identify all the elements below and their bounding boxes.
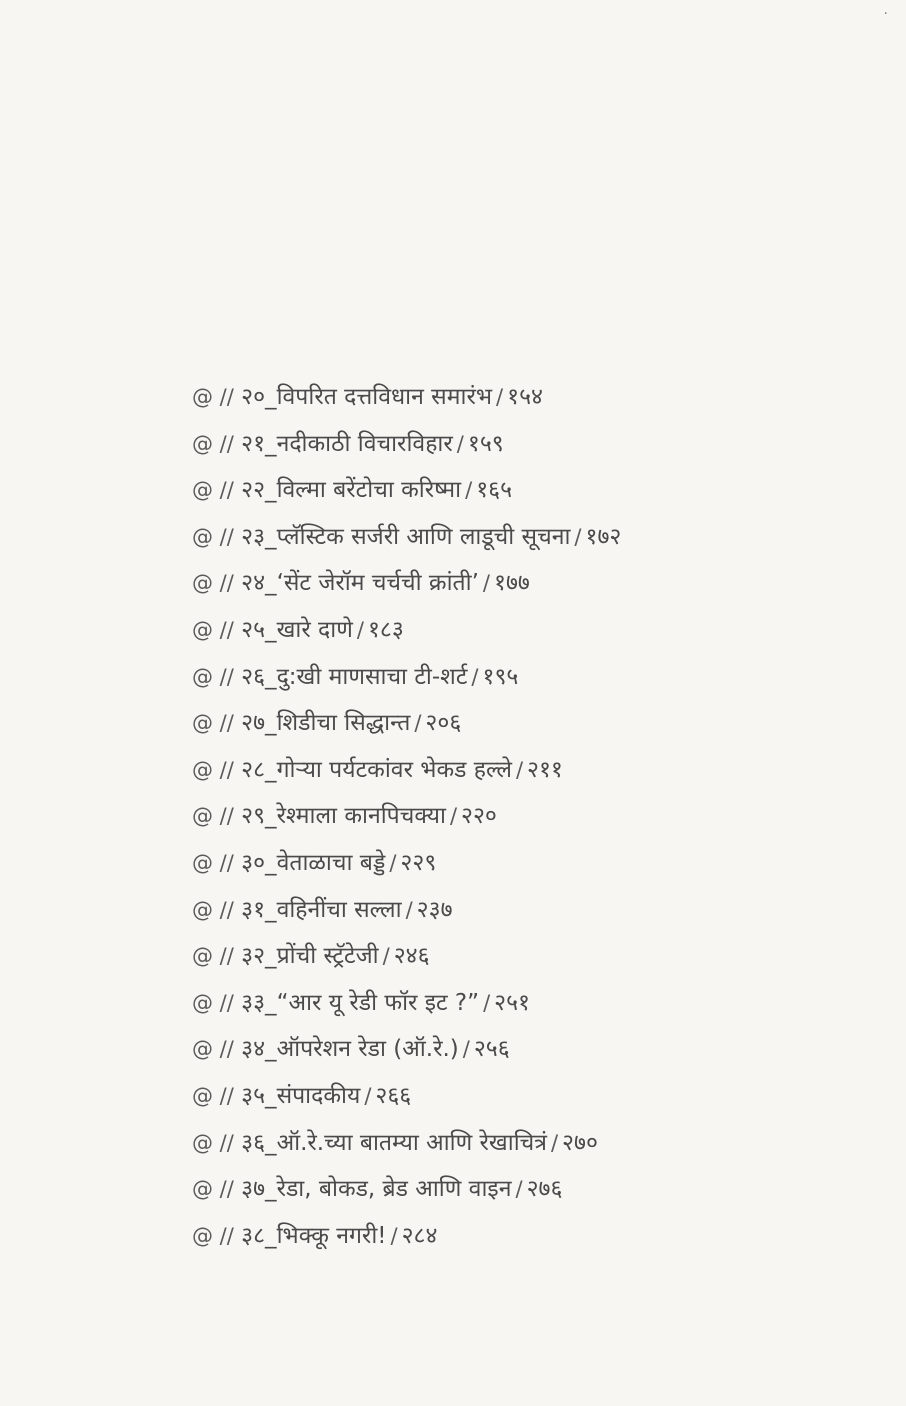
entry-separator: /: [389, 850, 397, 875]
page-number: २४६: [393, 943, 430, 970]
entry-prefix: @ //: [192, 1083, 234, 1108]
entry-separator: /: [364, 1083, 372, 1108]
toc-entry: [192, 980, 812, 1027]
entry-prefix: @ //: [192, 1037, 234, 1062]
entry-prefix: @ //: [192, 571, 234, 596]
page-number: १८३: [367, 616, 404, 643]
entry-separator: /: [471, 664, 479, 689]
toc-entry: [192, 840, 812, 887]
page-number: २५६: [473, 1036, 510, 1063]
chapter-title: विल्मा बरेंटोचा करिष्मा: [276, 477, 462, 504]
page-number: २२९: [400, 849, 437, 876]
toc-entry: [192, 1026, 812, 1073]
chapter-title: वहिनींचा सल्ला: [276, 896, 402, 923]
page-number: २७०: [562, 1129, 598, 1156]
chapter-title: भिक्कू नगरी!: [276, 1222, 387, 1249]
entry-prefix: @ //: [192, 617, 234, 642]
toc-entry: [192, 514, 812, 561]
entry-prefix: @ //: [192, 478, 234, 503]
page-number: १५४: [507, 384, 543, 410]
chapter-number: ३६_: [241, 1129, 277, 1156]
chapter-number: ३७_: [241, 1176, 277, 1203]
entry-prefix: @ //: [192, 1130, 234, 1155]
chapter-title: प्रोंची स्ट्रॅटेजी: [276, 943, 379, 970]
entry-prefix: @ //: [192, 897, 234, 922]
entry-prefix: @ //: [192, 431, 234, 456]
chapter-title: खारे दाणे: [276, 616, 353, 643]
entry-prefix: @ //: [192, 990, 234, 1015]
chapter-title: शिडीचा सिद्धान्त: [276, 710, 411, 737]
page-number: १५९: [467, 430, 504, 457]
page-number: १६५: [476, 477, 513, 504]
entry-prefix: @ //: [192, 664, 234, 689]
toc-entry: [192, 933, 812, 980]
entry-prefix: @ //: [192, 757, 234, 782]
entry-separator: /: [483, 990, 491, 1015]
page-number: १९५: [482, 663, 519, 690]
chapter-title: ऑ.रे.च्या बातम्या आणि रेखाचित्रं: [276, 1129, 547, 1156]
entry-separator: /: [465, 478, 473, 503]
chapter-number: ३४_: [241, 1036, 277, 1063]
chapter-number: ३०_: [241, 849, 277, 876]
chapter-title: नदीकाठी विचारविहार: [276, 430, 453, 457]
chapter-title: ‘सेंट जेरॉम चर्चची क्रांती’: [276, 570, 479, 597]
page-number: २६६: [375, 1082, 412, 1109]
toc-entry: [192, 700, 812, 747]
entry-prefix: @ //: [192, 944, 234, 969]
page-number: २५१: [494, 989, 531, 1016]
entry-separator: /: [456, 431, 464, 456]
entry-separator: /: [414, 711, 422, 736]
chapter-title: रेडा, बोकड, ब्रेड आणि वाइन: [276, 1176, 512, 1203]
entry-separator: /: [482, 571, 490, 596]
entry-prefix: @ //: [192, 1177, 234, 1202]
chapter-number: २४_: [241, 570, 277, 597]
toc-entry: [192, 1073, 812, 1120]
chapter-title: गोऱ्या पर्यटकांवर भेकड हल्ले: [276, 756, 512, 783]
entry-prefix: @ //: [192, 850, 234, 875]
entry-separator: /: [462, 1037, 470, 1062]
entry-separator: /: [405, 897, 413, 922]
toc-entry: [192, 607, 812, 654]
entry-separator: /: [390, 1223, 398, 1248]
chapter-number: ३३_: [241, 989, 277, 1016]
chapter-title: रेश्माला कानपिचक्या: [276, 803, 446, 830]
entry-separator: /: [550, 1130, 559, 1155]
chapter-number: २०_: [241, 384, 277, 410]
chapter-number: २८_: [241, 756, 277, 783]
toc-entry: [192, 374, 812, 421]
entry-prefix: @ //: [192, 524, 234, 549]
toc-entry: [192, 1166, 812, 1213]
toc-entry: [192, 654, 812, 701]
chapter-number: २१_: [241, 430, 277, 457]
chapter-title: “आर यू रेडी फॉर इट ?”: [276, 989, 480, 1016]
entry-separator: /: [449, 804, 458, 829]
entry-prefix: @ //: [192, 385, 234, 409]
chapter-number: २३_: [241, 523, 277, 550]
page-number: २७६: [526, 1176, 563, 1203]
chapter-title: संपादकीय: [276, 1082, 361, 1109]
chapter-number: २२_: [241, 477, 277, 504]
toc-entry: [192, 793, 812, 840]
page-number: २११: [527, 756, 563, 783]
chapter-title: प्लॅस्टिक सर्जरी आणि लाडूची सूचना: [276, 523, 571, 550]
chapter-number: २५_: [241, 616, 277, 643]
chapter-number: ३१_: [241, 896, 277, 923]
entry-prefix: @ //: [192, 711, 234, 736]
page-number: २८४: [401, 1222, 438, 1249]
toc-entry: [192, 421, 812, 468]
toc-entry: [192, 747, 812, 794]
toc-entry: [192, 467, 812, 514]
entry-prefix: @ //: [192, 804, 234, 829]
chapter-title: दु:खी माणसाचा टी-शर्ट: [276, 663, 468, 690]
page-number: १७७: [493, 570, 530, 597]
chapter-title: ऑपरेशन रेडा (ऑ.रे.): [276, 1036, 459, 1063]
page-number: २३७: [416, 896, 453, 923]
entry-separator: /: [496, 385, 504, 409]
chapter-number: ३५_: [241, 1082, 277, 1109]
toc-entry: [192, 1213, 812, 1260]
table-of-contents: [192, 374, 812, 1259]
chapter-number: २७_: [241, 710, 277, 737]
entry-separator: /: [515, 1177, 523, 1202]
page-number: १७२: [585, 523, 622, 550]
toc-entry: [192, 1120, 812, 1167]
entry-separator: /: [382, 944, 390, 969]
entry-separator: /: [574, 524, 582, 549]
chapter-number: ३२_: [241, 943, 277, 970]
page-number: २२०: [461, 803, 497, 830]
entry-separator: /: [356, 617, 364, 642]
entry-separator: /: [515, 757, 524, 782]
chapter-number: २९_: [241, 803, 277, 830]
chapter-number: २६_: [241, 663, 277, 690]
corner-mark: ·: [883, 6, 888, 22]
entry-prefix: @ //: [192, 1223, 234, 1248]
page-number: २०६: [425, 710, 462, 737]
chapter-title: वेताळाचा बड्डे: [276, 849, 386, 876]
chapter-number: ३८_: [241, 1222, 277, 1249]
toc-entry: [192, 887, 812, 934]
toc-entry: [192, 560, 812, 607]
chapter-title: विपरित दत्तविधान समारंभ: [276, 384, 493, 410]
